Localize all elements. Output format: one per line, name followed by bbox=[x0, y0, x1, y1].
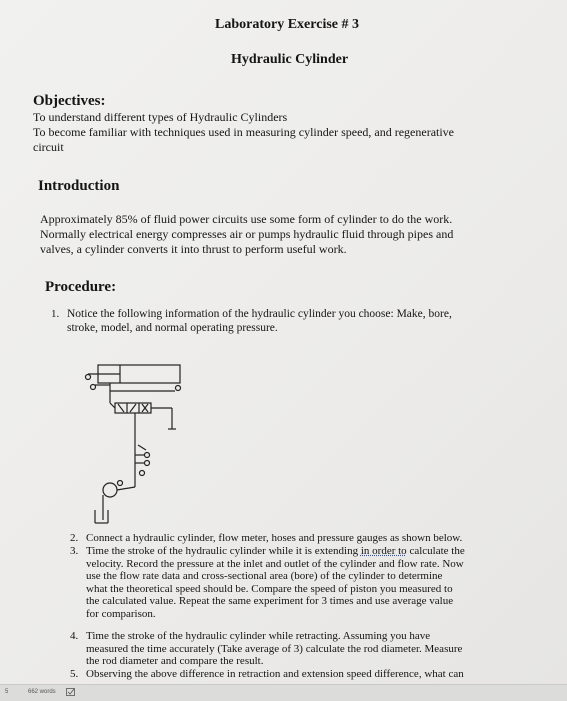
step-line: measured the time accurately (Take average of 3) calculate the rod diameter. Measure bbox=[86, 642, 463, 655]
step-number: 2. bbox=[70, 532, 79, 544]
page-number[interactable]: 5 bbox=[5, 689, 9, 695]
procedure-step-4 bbox=[70, 630, 550, 670]
introduction-line: valves, a cylinder converts it into thrust to perform useful work. bbox=[40, 242, 347, 256]
step-line: the calculated value. Repeat the same experiment for 3 times and use average value bbox=[86, 595, 454, 607]
introduction-line: Normally electrical energy compresses air or pumps hydraulic fluid through pipes and bbox=[40, 227, 454, 241]
step-line: what the theoretical speed should be. Compare the speed of piston you measured to bbox=[86, 582, 453, 595]
step-number: 1. bbox=[51, 308, 60, 320]
grammar-flag[interactable]: in order to bbox=[360, 545, 407, 557]
procedure-step-3 bbox=[70, 545, 550, 625]
step-line: Observing the above difference in retraction and extension speed difference, what can bbox=[86, 668, 464, 680]
step-line: Connect a hydraulic cylinder, flow meter, hoses and pressure gauges as shown below. bbox=[86, 532, 463, 544]
step-line: Time the stroke of the hydraulic cylinder while it is extending in order to calculate the bbox=[86, 545, 465, 557]
step-number: 4. bbox=[70, 630, 79, 642]
step-line: Time the stroke of the hydraulic cylinder while retracting. Assuming you have bbox=[86, 630, 431, 642]
step-line: stroke, model, and normal operating pressure. bbox=[67, 322, 278, 334]
step-line: Notice the following information of the hydraulic cylinder you choose: Make, bore, bbox=[67, 308, 452, 320]
procedure-step-5 bbox=[70, 668, 550, 682]
objectives-line: circuit bbox=[33, 140, 64, 154]
objectives-line: To understand different types of Hydraulic Cylinders bbox=[33, 110, 288, 124]
document-subtitle: Hydraulic Cylinder bbox=[231, 52, 349, 67]
hydraulic-circuit-diagram bbox=[80, 355, 200, 530]
step-line: the rod diameter and compare the result. bbox=[86, 655, 264, 667]
procedure-step-2 bbox=[70, 532, 550, 546]
step-line: for comparison. bbox=[86, 607, 156, 620]
pump-symbol bbox=[103, 483, 117, 497]
introduction-heading: Introduction bbox=[38, 178, 120, 194]
document-title: Laboratory Exercise # 3 bbox=[215, 17, 359, 32]
procedure-step-1 bbox=[51, 308, 551, 338]
step-number: 5. bbox=[70, 668, 79, 680]
objectives-line: To become familiar with techniques used in measuring cylinder speed, and regenerative bbox=[33, 125, 455, 139]
step-number: 3. bbox=[70, 545, 79, 557]
status-bar bbox=[0, 684, 567, 701]
step-line: use the flow rate data and cross-sectional area (bore) of the cylinder to determine bbox=[86, 570, 443, 582]
proofing-icon[interactable] bbox=[66, 688, 76, 697]
word-count[interactable]: 662 words bbox=[28, 689, 56, 695]
objectives-heading: Objectives: bbox=[33, 93, 106, 109]
introduction-line: Approximately 85% of fluid power circuits use some form of cylinder to do the work. bbox=[40, 212, 453, 226]
step-line: velocity. Record the pressure at the inlet and outlet of the cylinder and flow rate. Now bbox=[86, 557, 464, 570]
procedure-heading: Procedure: bbox=[45, 279, 117, 295]
